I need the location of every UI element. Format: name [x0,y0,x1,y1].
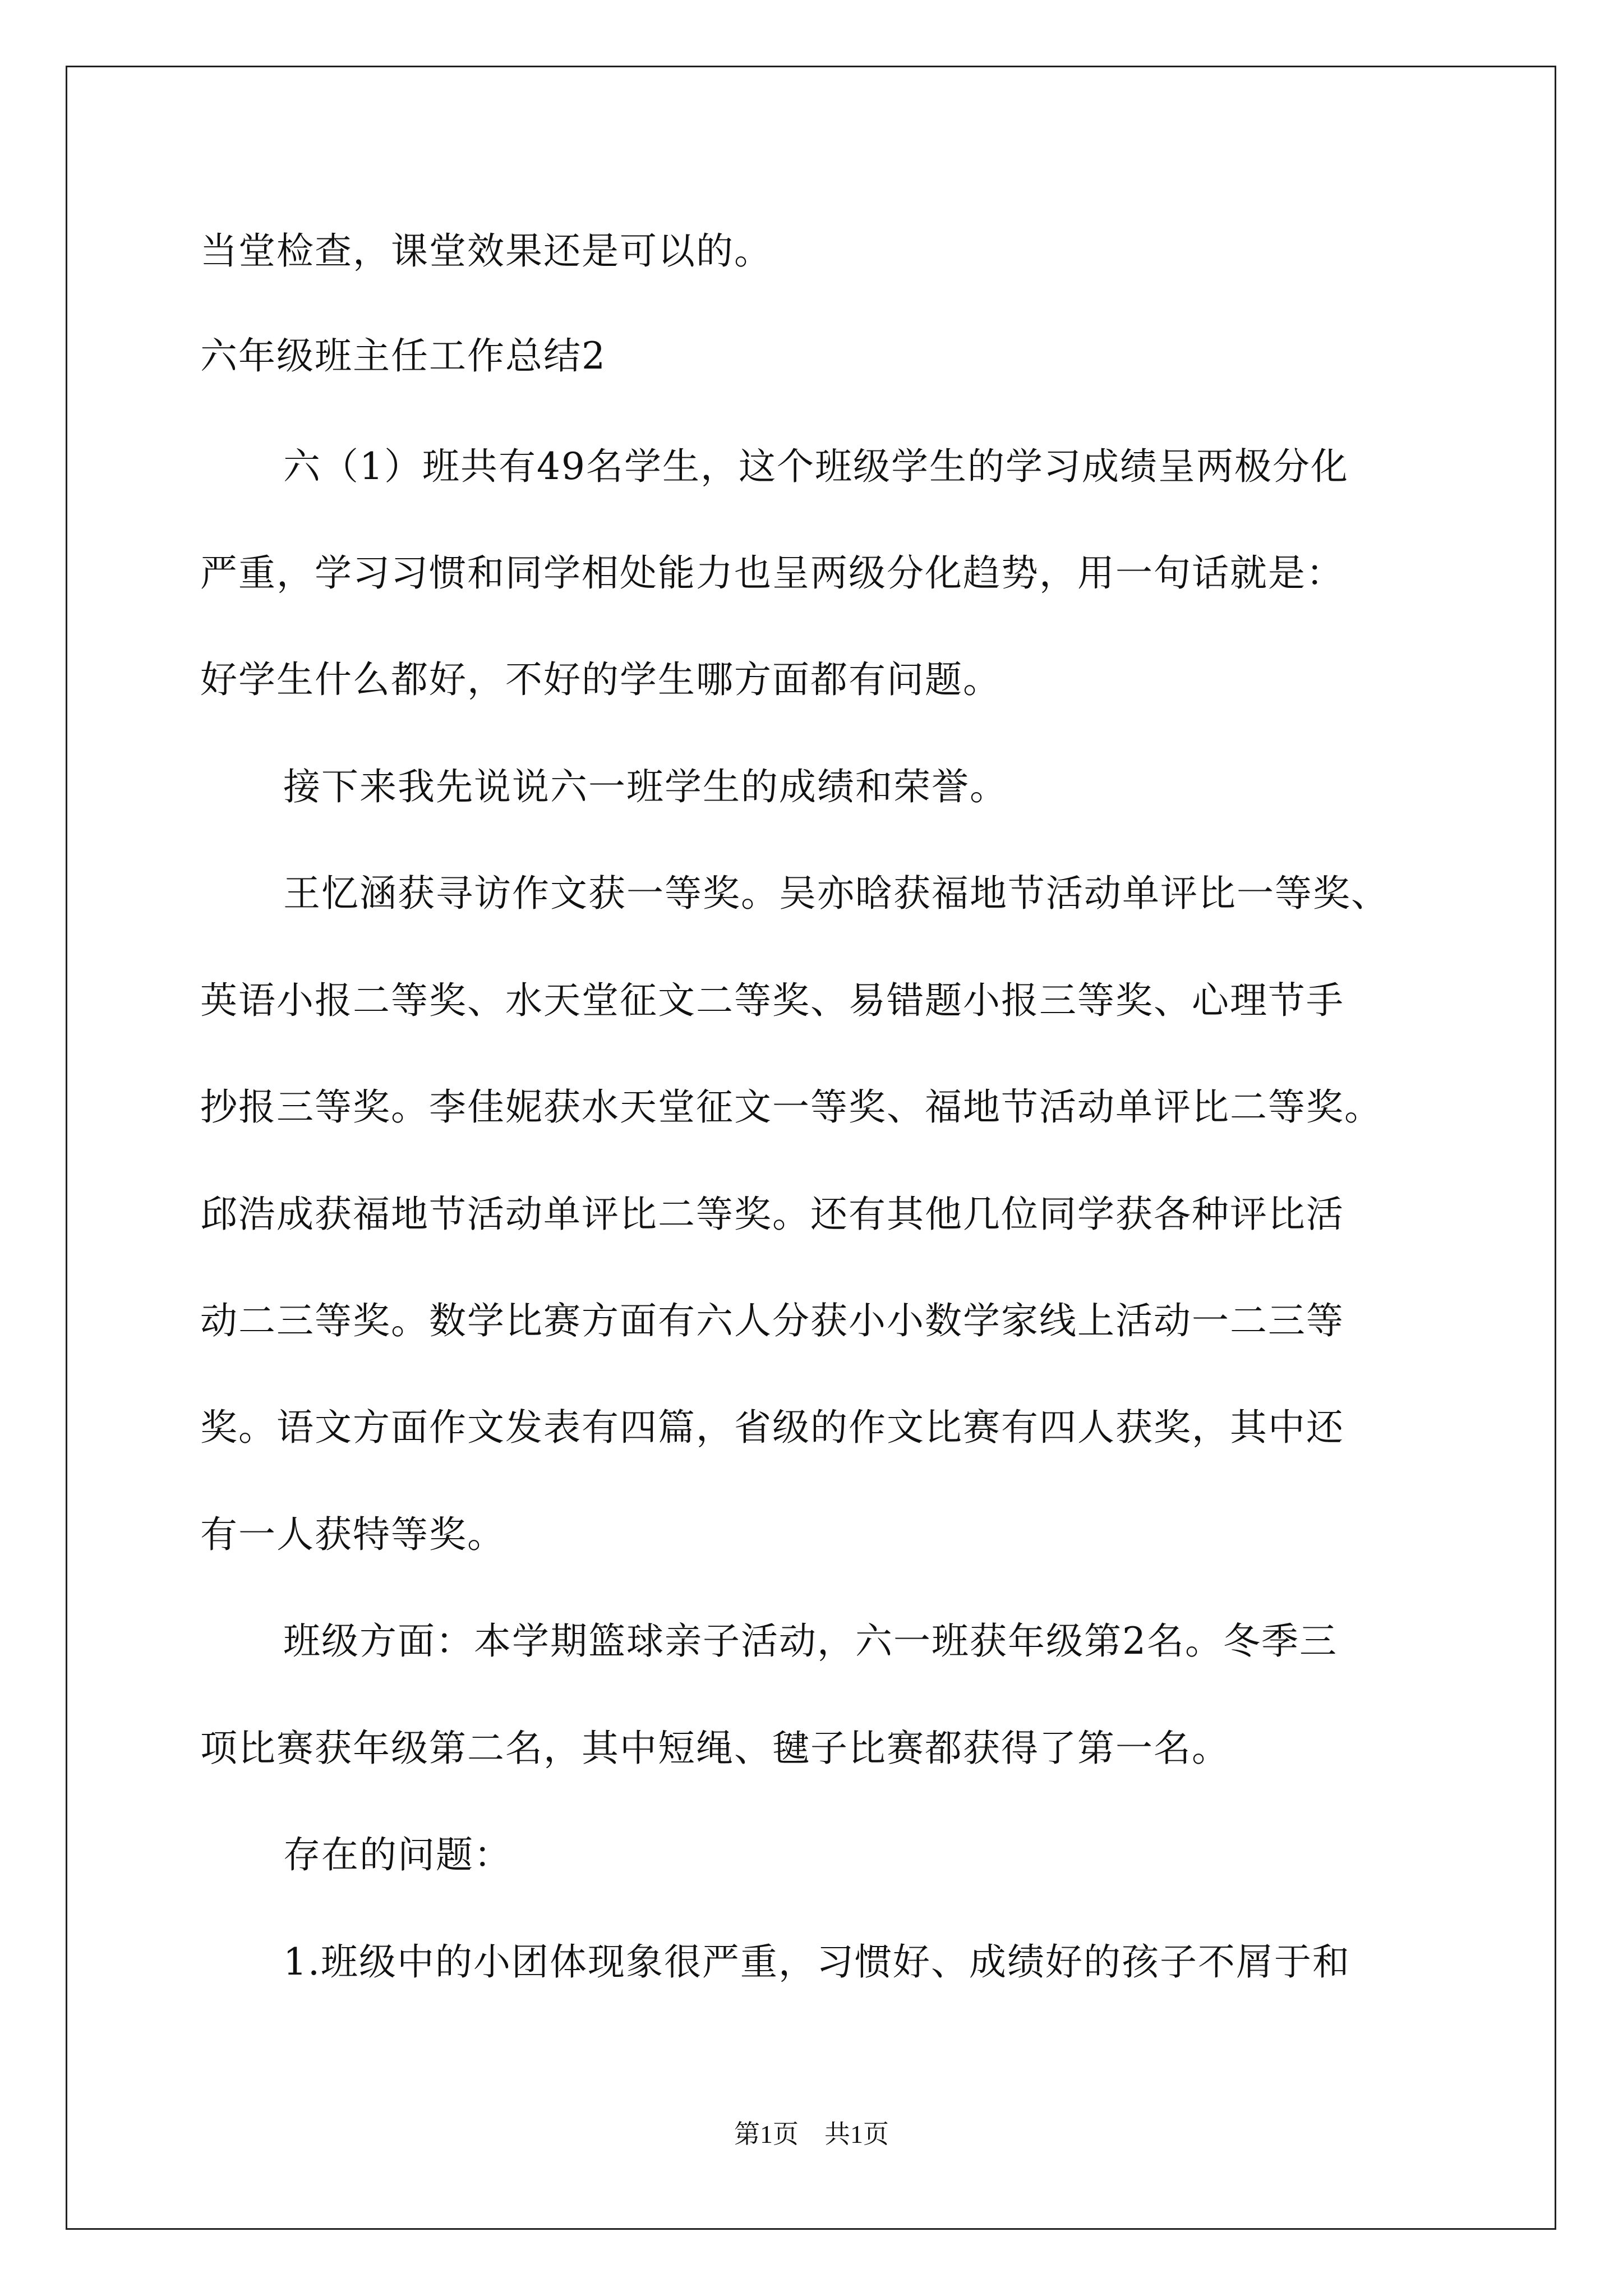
text-line: 严重，学习习惯和同学相处能力也呈两级分化趋势，用一句话就是： [200,551,1344,595]
text-line: 1.班级中的小团体现象很严重，习惯好、成绩好的孩子不屑于和 [283,1940,1350,1984]
page-border [66,66,1556,2230]
text-line: 有一人获特等奖。 [200,1513,505,1556]
text-line: 项比赛获年级第二名，其中短绳、毽子比赛都获得了第一名。 [200,1727,1230,1770]
text-line: 存在的问题： [283,1833,512,1876]
text-line: 抄报三等奖。李佳妮获水天堂征文一等奖、福地节活动单评比二等奖。 [200,1085,1382,1129]
text-line: 接下来我先说说六一班学生的成绩和荣誉。 [283,765,1008,808]
text-line: 王忆涵获寻访作文获一等奖。吴亦晗获福地节活动单评比一等奖、 [283,872,1389,915]
text-line: 六（1）班共有49名学生，这个班级学生的学习成绩呈两极分化 [283,445,1349,488]
text-line: 好学生什么都好，不好的学生哪方面都有问题。 [200,658,1001,701]
text-line: 动二三等奖。数学比赛方面有六人分获小小数学家线上活动一二三等 [200,1299,1344,1342]
text-line: 奖。语文方面作文发表有四篇，省级的作文比赛有四人获奖，其中还 [200,1406,1344,1449]
page-number-footer: 第1页 共1页 [734,2120,889,2148]
section-heading: 六年级班主任工作总结2 [200,334,606,378]
text-line: 邱浩成获福地节活动单评比二等奖。还有其他几位同学获各种评比活 [200,1193,1344,1236]
text-line: 班级方面：本学期篮球亲子活动，六一班获年级第2名。冬季三 [283,1619,1338,1663]
text-line: 当堂检查，课堂效果还是可以的。 [200,229,772,273]
text-line: 英语小报二等奖、水天堂征文二等奖、易错题小报三等奖、心理节手 [200,979,1344,1022]
